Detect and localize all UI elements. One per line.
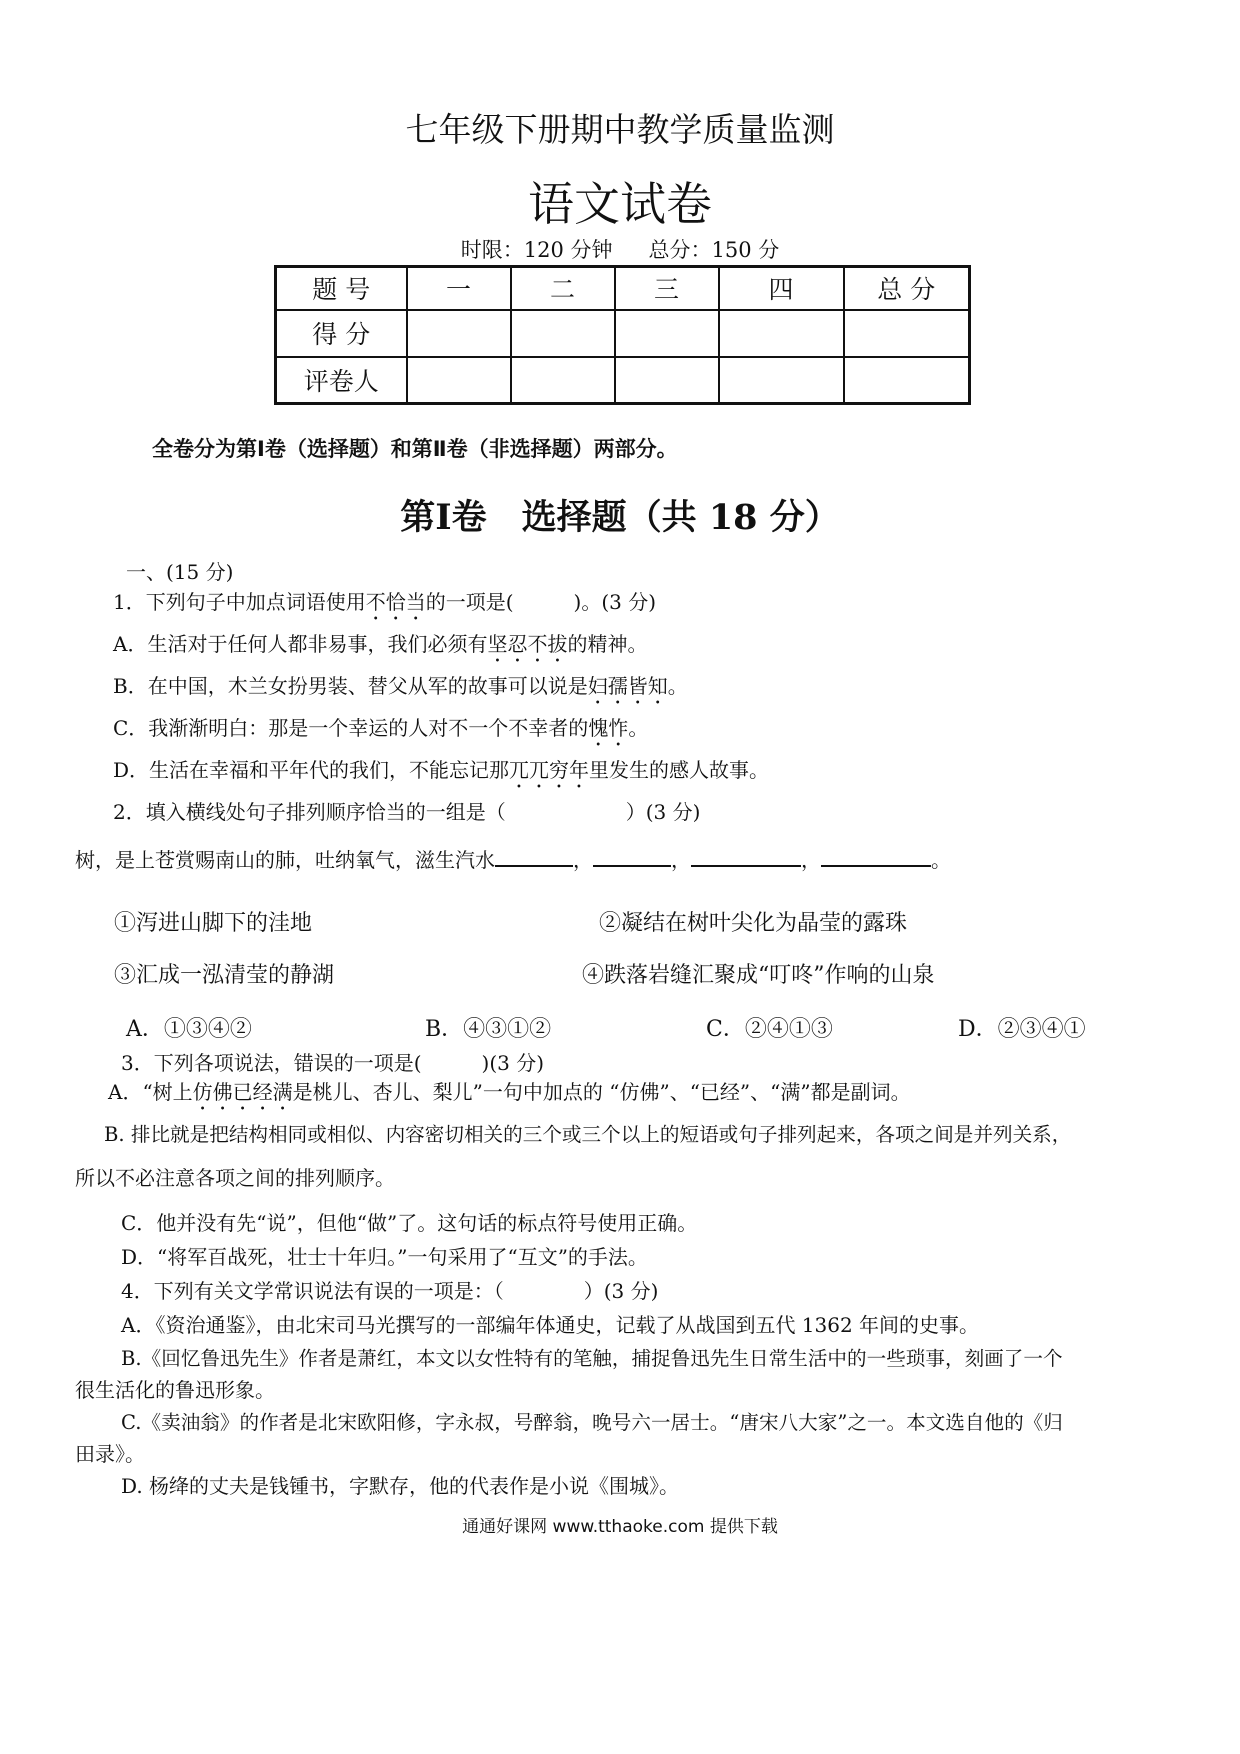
score-table-header-cell: 三	[615, 267, 719, 310]
dotted-text: 坚忍不拔	[487, 632, 568, 656]
score-cell[interactable]	[407, 310, 511, 357]
comma: ，	[573, 848, 593, 872]
dotted-text: 妇孺皆知	[587, 674, 668, 698]
score-cell[interactable]	[511, 310, 615, 357]
answer-blank[interactable]	[821, 847, 931, 867]
grader-cell[interactable]	[615, 357, 719, 404]
dotted-text: 兀兀穷年	[509, 758, 590, 782]
dotted-text: 满	[272, 1080, 293, 1104]
text-segment: 里发生的感人故事。	[589, 758, 770, 782]
question-2-stem: 2．填入横线处句子排列顺序恰当的一组是（ ）(3 分)	[113, 800, 701, 824]
score-table-header-cell: 四	[719, 267, 844, 310]
total-score: 总分：150 分	[648, 238, 780, 262]
score-cell[interactable]	[615, 310, 719, 357]
question-1-option-d	[113, 754, 769, 793]
exam-intro: 全卷分为第Ⅰ卷（选择题）和第Ⅱ卷（非选择题）两部分。	[152, 437, 678, 461]
text-segment: A．“树上	[108, 1080, 193, 1104]
question-1-option-b	[113, 670, 688, 709]
text-segment: B．在中国，木兰女扮男装、替父从军的故事可以说是	[113, 674, 588, 698]
part-heading: 一、(15 分)	[126, 560, 234, 584]
question-1-option-c	[113, 712, 648, 751]
question-4-option-c: C.《卖油翁》的作者是北宋欧阳修，字永叔，号醉翁，晚号六一居士。“唐宋八大家”之一。本文选自他的《归	[121, 1411, 1063, 1434]
question-3-option-a	[108, 1076, 911, 1115]
question-4-option-a: A．《资治通鉴》，由北宋司马光撰写的一部编年体通史，记载了从战国到五代 1362 年间的史事。	[121, 1313, 980, 1337]
question-4-option-c-cont: 田录》。	[75, 1442, 145, 1466]
dotted-text: 仿佛	[192, 1080, 233, 1104]
question-2-phrase-2: ②凝结在树叶尖化为晶莹的露珠	[599, 911, 908, 936]
text-segment: 的一项是( )。(3 分)	[425, 590, 657, 614]
question-1-stem	[113, 586, 656, 625]
score-table-row-label: 得 分	[276, 310, 407, 357]
grader-cell[interactable]	[719, 357, 844, 404]
score-table-header-cell: 题 号	[276, 267, 407, 310]
question-3-option-d: D．“将军百战死，壮士十年归。”一句采用了“互文”的手法。	[121, 1245, 648, 1269]
score-table-row-label: 评卷人	[276, 357, 407, 404]
score-cell[interactable]	[719, 310, 844, 357]
question-2-option-a: A．①③④②	[126, 1017, 252, 1042]
exam-title: 语文试卷	[528, 177, 712, 231]
text-segment: A．生活对于任何人都非易事，我们必须有	[113, 632, 488, 656]
period: 。	[931, 848, 951, 872]
score-cell[interactable]	[844, 310, 970, 357]
section-title: 第Ⅰ卷 选择题（共 18 分）	[400, 497, 840, 538]
exam-meta	[0, 234, 1240, 264]
answer-blank[interactable]	[593, 847, 671, 867]
question-1-option-a	[113, 628, 647, 667]
text-segment: 树，是上苍赏赐南山的肺，吐纳氧气，滋生汽水	[75, 848, 495, 872]
comma: ，	[671, 848, 691, 872]
text-segment: C．我渐渐明白：那是一个幸运的人对不一个不幸者的	[113, 716, 589, 740]
text-segment: D．生活在幸福和平年代的我们，不能忘记那	[113, 758, 510, 782]
score-table-header-cell: 总 分	[844, 267, 970, 310]
answer-blank[interactable]	[495, 847, 573, 867]
question-2-sentence	[75, 844, 951, 873]
question-4-option-d: D. 杨绛的丈夫是钱锺书，字默存，他的代表作是小说《围城》。	[121, 1474, 680, 1498]
dotted-text: 愧怍	[588, 716, 629, 740]
text-segment: 。	[628, 716, 649, 740]
question-2-option-b: B．④③①②	[425, 1017, 552, 1042]
dotted-text: 已经	[232, 1080, 273, 1104]
question-3-option-b: B. 排比就是把结构相同或相似、内容密切相关的三个或三个以上的短语或句子排列起来，各项之间是并列关系，	[104, 1123, 1072, 1146]
question-4-option-b: B.《回忆鲁迅先生》作者是萧红，本文以女性特有的笔触，捕捉鲁迅先生日常生活中的一些琐事，刻画了一个	[121, 1347, 1063, 1370]
score-table-header-row	[276, 267, 970, 310]
dotted-text: 不恰当	[365, 590, 426, 614]
question-2-option-c: C．②④①③	[706, 1017, 833, 1042]
question-2-phrase-4: ④跌落岩缝汇聚成“叮咚”作响的山泉	[582, 963, 935, 988]
question-2-option-d: D．②③④①	[958, 1017, 1086, 1042]
question-3-stem: 3．下列各项说法，错误的一项是( )(3 分)	[121, 1051, 545, 1075]
score-table-header-cell: 二	[511, 267, 615, 310]
text-segment: 的精神。	[567, 632, 648, 656]
score-table-row	[276, 357, 970, 404]
question-2-phrase-1: ①泻进山脚下的洼地	[114, 911, 313, 936]
time-limit: 时限：120 分钟	[460, 238, 613, 262]
score-table-header-cell: 一	[407, 267, 511, 310]
score-table-row	[276, 310, 970, 357]
grader-cell[interactable]	[511, 357, 615, 404]
text-segment: 1．下列句子中加点词语使用	[113, 590, 366, 614]
answer-blank[interactable]	[691, 847, 801, 867]
question-4-option-b-cont: 很生活化的鲁迅形象。	[75, 1378, 275, 1402]
exam-subtitle: 七年级下册期中教学质量监测	[405, 110, 835, 149]
text-segment: 是桃儿、杏儿、梨儿”一句中加点的 “仿佛”、“已经”、“满”都是副词。	[292, 1080, 911, 1104]
question-3-option-b-cont: 所以不必注意各项之间的排列顺序。	[75, 1166, 395, 1190]
question-4-stem: 4．下列有关文学常识说法有误的一项是：（ ）(3 分)	[121, 1279, 659, 1303]
question-2-phrase-3: ③汇成一泓清莹的静湖	[114, 963, 335, 988]
question-3-option-c: C．他并没有先“说”，但他“做”了。这句话的标点符号使用正确。	[121, 1211, 698, 1235]
score-table	[274, 265, 971, 405]
page-footer: 通通好课网 www.tthaoke.com 提供下载	[462, 1517, 778, 1537]
text-segment: 。	[667, 674, 688, 698]
comma: ，	[801, 848, 821, 872]
grader-cell[interactable]	[407, 357, 511, 404]
grader-cell[interactable]	[844, 357, 970, 404]
